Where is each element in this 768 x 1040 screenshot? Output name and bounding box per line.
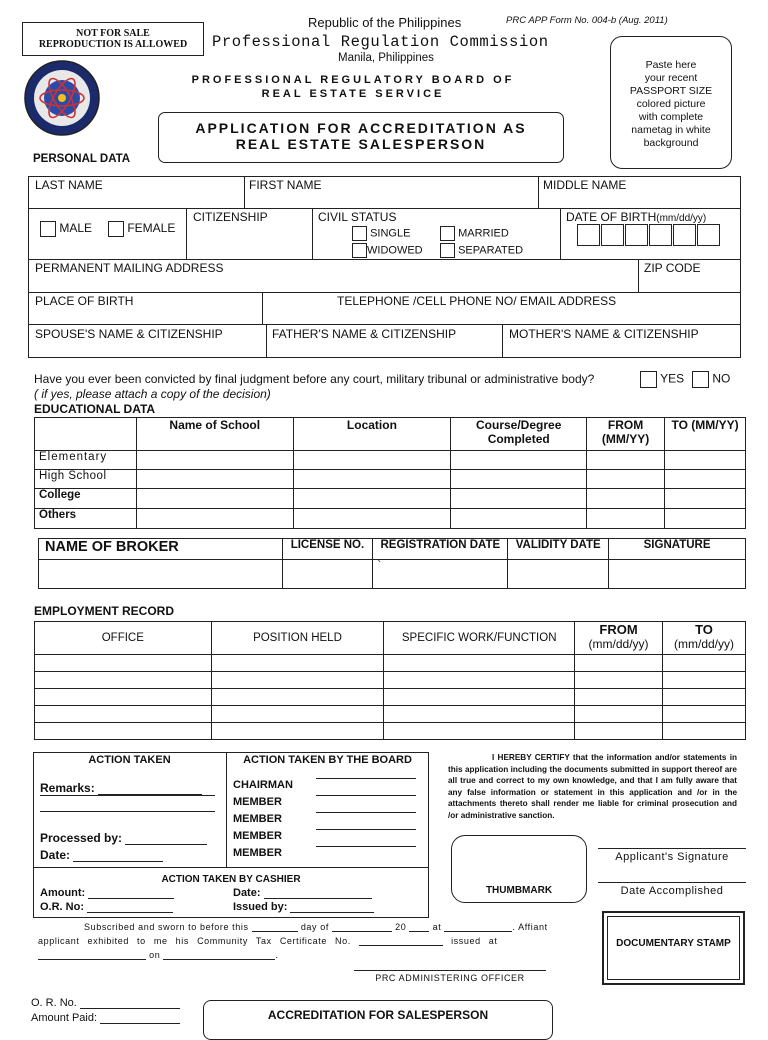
dob-box[interactable] [649, 224, 672, 246]
emp-cell[interactable] [663, 706, 746, 723]
male-option[interactable] [40, 221, 92, 237]
emp-cell[interactable] [384, 672, 575, 689]
chairman-label: CHAIRMAN [233, 779, 293, 791]
broker-registration-cell[interactable] [373, 560, 508, 589]
emp-cell[interactable] [663, 655, 746, 672]
action-date-field[interactable]: Date: [40, 848, 163, 862]
application-title-box [158, 112, 564, 163]
edu-cell[interactable] [587, 489, 665, 509]
edu-cell[interactable] [451, 470, 587, 489]
thumbmark-label: THUMBMARK [485, 885, 553, 896]
widowed-label: WIDOWED [367, 244, 423, 257]
middle-name-field[interactable]: MIDDLE NAME [543, 178, 627, 192]
emp-header-function: SPECIFIC WORK/FUNCTION [384, 622, 575, 655]
date-accomplished-line[interactable] [598, 882, 746, 883]
photo-note-line: nametag in white [631, 124, 711, 136]
edu-cell[interactable] [665, 509, 746, 529]
edu-cell[interactable] [293, 470, 451, 489]
no-checkbox[interactable] [692, 371, 709, 388]
yes-checkbox[interactable] [640, 371, 657, 388]
edu-header-course: Course/Degree Completed [451, 418, 587, 451]
broker-signature-header: SIGNATURE [609, 539, 746, 560]
edu-header-blank [35, 418, 137, 451]
broker-license-header: LICENSE NO. [282, 539, 373, 560]
photo-note-line: Paste here [645, 59, 697, 71]
broker-tick-mark: ` [377, 560, 382, 572]
educational-data-heading: EDUCATIONAL DATA [34, 402, 156, 416]
oath-line-3: on . [38, 950, 279, 960]
conviction-no-option[interactable] [692, 371, 730, 388]
emp-cell[interactable] [384, 655, 575, 672]
oath-line-1: Subscribed and sworn to before this day of 20 at . Affiant [84, 922, 548, 932]
emp-cell[interactable] [575, 655, 663, 672]
edu-header-to: TO (MM/YY) [665, 418, 746, 451]
date-accomplished-label: Date Accomplished [620, 885, 724, 897]
edu-cell[interactable] [293, 489, 451, 509]
title-line-2: REAL ESTATE SALESPERSON [235, 136, 487, 152]
female-checkbox[interactable] [108, 221, 124, 237]
education-table [34, 417, 746, 529]
member-label: MEMBER [233, 847, 282, 859]
remarks-line[interactable] [40, 795, 215, 796]
emp-cell[interactable] [35, 689, 212, 706]
edu-cell[interactable] [136, 489, 293, 509]
member-line[interactable] [316, 795, 416, 796]
cashier-date-field[interactable]: Date: [233, 887, 372, 899]
male-checkbox[interactable] [40, 221, 56, 237]
emp-cell[interactable] [35, 672, 212, 689]
edu-header-school: Name of School [136, 418, 293, 451]
dob-box[interactable] [697, 224, 720, 246]
footer-amount-field[interactable]: Amount Paid: [31, 1012, 180, 1024]
conviction-note: ( if yes, please attach a copy of the decision) [34, 387, 271, 401]
last-name-field[interactable]: LAST NAME [35, 178, 103, 192]
not-for-sale-box [22, 22, 204, 56]
action-taken-heading: ACTION TAKEN [88, 754, 171, 766]
emp-cell[interactable] [35, 655, 212, 672]
emp-cell[interactable] [35, 723, 212, 740]
mother-field[interactable]: MOTHER'S NAME & CITIZENSHIP [509, 327, 699, 341]
dob-box[interactable] [673, 224, 696, 246]
emp-cell[interactable] [384, 723, 575, 740]
edu-cell[interactable] [451, 509, 587, 529]
separated-label: SEPARATED [458, 244, 524, 257]
photo-note-line: PASSPORT SIZE [629, 85, 713, 97]
citizenship-field[interactable]: CITIZENSHIP [193, 210, 268, 224]
documentary-stamp-label: DOCUMENTARY STAMP [616, 938, 731, 949]
edu-cell[interactable] [136, 470, 293, 489]
edu-header-from: FROM (MM/YY) [587, 418, 665, 451]
officer-label: PRC ADMINISTERING OFFICER [375, 973, 525, 983]
reproduction-label: REPRODUCTION IS ALLOWED [38, 39, 188, 50]
place-of-birth-field[interactable]: PLACE OF BIRTH [35, 294, 134, 308]
photo-note-line: background [643, 137, 699, 149]
thumbmark-box[interactable] [451, 835, 587, 903]
footer-or-field[interactable]: O. R. No. [31, 997, 180, 1009]
broker-validity-cell[interactable] [508, 560, 609, 589]
zip-code-field[interactable]: ZIP CODE [644, 261, 701, 275]
dob-boxes[interactable] [577, 224, 720, 246]
dob-box[interactable] [625, 224, 648, 246]
remarks-line[interactable] [40, 811, 215, 812]
chairman-line[interactable] [316, 778, 416, 779]
edu-header-location: Location [293, 418, 451, 451]
applicant-signature-line[interactable] [598, 848, 746, 849]
mailing-address-field[interactable]: PERMANENT MAILING ADDRESS [35, 261, 224, 275]
prc-seal-logo [22, 58, 102, 138]
widowed-option[interactable] [352, 243, 423, 258]
title-line-1: APPLICATION FOR ACCREDITATION AS [195, 120, 527, 136]
emp-cell[interactable] [663, 723, 746, 740]
edu-cell[interactable] [293, 451, 451, 470]
oath-line-2: applicant exhibited to me his Community Tax Certificate No. issued at [38, 936, 498, 946]
member-line[interactable] [316, 812, 416, 813]
father-field[interactable]: FATHER'S NAME & CITIZENSHIP [272, 327, 457, 341]
not-for-sale-label: NOT FOR SALE [76, 28, 150, 39]
member-line[interactable] [316, 846, 416, 847]
edu-level-college: College [35, 489, 137, 509]
female-option[interactable] [108, 221, 175, 237]
emp-cell[interactable] [211, 706, 384, 723]
form-number: PRC APP Form No. 004-b (Aug. 2011) [506, 15, 668, 26]
broker-name-header: NAME OF BROKER [39, 539, 283, 560]
photo-note-line: colored picture [636, 98, 706, 110]
processed-by-field[interactable]: Processed by: [40, 831, 207, 845]
spouse-field[interactable]: SPOUSE'S NAME & CITIZENSHIP [35, 327, 223, 341]
member-label: MEMBER [233, 796, 282, 808]
civil-status-label: CIVIL STATUS [318, 210, 397, 224]
emp-cell[interactable] [211, 655, 384, 672]
emp-cell[interactable] [575, 706, 663, 723]
no-label: NO [712, 371, 731, 386]
applicant-signature-label: Applicant's Signature [615, 851, 729, 863]
male-label: MALE [59, 221, 93, 236]
separated-checkbox[interactable] [440, 243, 455, 258]
emp-cell[interactable] [211, 689, 384, 706]
member-line[interactable] [316, 829, 416, 830]
edu-cell[interactable] [587, 470, 665, 489]
amount-field[interactable]: Amount: [40, 887, 174, 899]
emp-cell[interactable] [35, 706, 212, 723]
employment-record-heading: EMPLOYMENT RECORD [34, 604, 175, 618]
certification-text: I HEREBY CERTIFY that the information and/or statements in this application including the documents submitted in support thereof are all true and correct to my own knowledge, and that I am fully aware that any false information or statement in this application and /or in the attachments thereto shall render me liable for criminal prosecution and /or administrative sanction. [448, 753, 737, 820]
city-label: Manila, Philippines [338, 52, 434, 64]
married-checkbox[interactable] [440, 226, 455, 241]
dob-box[interactable] [577, 224, 600, 246]
conviction-yes-option[interactable] [640, 371, 684, 388]
edu-cell[interactable] [665, 489, 746, 509]
emp-header-office: OFFICE [35, 622, 212, 655]
emp-cell[interactable] [211, 672, 384, 689]
broker-validity-header: VALIDITY DATE [508, 539, 609, 560]
employment-table [34, 621, 746, 740]
first-name-field[interactable]: FIRST NAME [249, 178, 322, 192]
edu-level-others: Others [35, 509, 137, 529]
documentary-stamp-box[interactable] [602, 911, 745, 985]
edu-cell[interactable] [587, 509, 665, 529]
board-action-heading: ACTION TAKEN BY THE BOARD [243, 754, 412, 766]
single-option[interactable] [352, 226, 410, 241]
emp-cell[interactable] [384, 689, 575, 706]
broker-license-cell[interactable] [282, 560, 373, 589]
board-line-2: REAL ESTATE SERVICE [261, 88, 445, 100]
edu-cell[interactable] [136, 509, 293, 529]
republic-label: Republic of the Philippines [308, 15, 462, 30]
emp-cell[interactable] [575, 689, 663, 706]
issued-by-field[interactable]: Issued by: [233, 901, 374, 913]
conviction-question: Have you ever been convicted by final judgment before any court, military tribunal or administrative body? [34, 372, 595, 386]
married-label: MARRIED [458, 227, 509, 240]
photo-note-line: with complete [638, 111, 704, 123]
edu-cell[interactable] [451, 489, 587, 509]
commission-name: Professional Regulation Commission [212, 33, 549, 51]
yes-label: YES [660, 371, 685, 386]
edu-level-elementary: Elementary [35, 451, 137, 470]
emp-cell[interactable] [211, 723, 384, 740]
broker-table [38, 538, 746, 589]
emp-header-from: FROM (mm/dd/yy) [575, 622, 663, 655]
photo-paste-box[interactable] [610, 36, 732, 169]
broker-signature-cell[interactable] [609, 560, 746, 589]
member-label: MEMBER [233, 830, 282, 842]
edu-cell[interactable] [451, 451, 587, 470]
board-line-1: PROFESSIONAL REGULATORY BOARD OF [191, 74, 515, 86]
cashier-action-heading: ACTION TAKEN BY CASHIER [161, 874, 301, 885]
dob-box[interactable] [601, 224, 624, 246]
officer-signature-line[interactable] [354, 970, 546, 971]
emp-cell[interactable] [384, 706, 575, 723]
member-label: MEMBER [233, 813, 282, 825]
emp-cell[interactable] [575, 723, 663, 740]
broker-registration-header: REGISTRATION DATE [373, 539, 508, 560]
emp-cell[interactable] [663, 689, 746, 706]
separated-option[interactable] [440, 243, 523, 258]
accreditation-footer-label: ACCREDITATION FOR SALESPERSON [267, 1008, 489, 1022]
edu-cell[interactable] [136, 451, 293, 470]
dob-label: DATE OF BIRTH(mm/dd/yy) [566, 210, 707, 224]
edu-cell[interactable] [665, 470, 746, 489]
remarks-field[interactable]: Remarks: [40, 781, 202, 795]
female-label: FEMALE [127, 221, 176, 236]
edu-cell[interactable] [587, 451, 665, 470]
emp-header-position: POSITION HELD [211, 622, 384, 655]
single-checkbox[interactable] [352, 226, 367, 241]
single-label: SINGLE [370, 227, 411, 240]
emp-header-to: TO (mm/dd/yy) [663, 622, 746, 655]
married-option[interactable] [440, 226, 509, 241]
edu-cell[interactable] [293, 509, 451, 529]
cashier-or-field[interactable]: O.R. No: [40, 901, 173, 913]
edu-cell[interactable] [665, 451, 746, 470]
emp-cell[interactable] [663, 672, 746, 689]
personal-data-heading: PERSONAL DATA [33, 153, 131, 165]
edu-level-highschool: High School [35, 470, 137, 489]
broker-name-cell[interactable] [39, 560, 283, 589]
widowed-checkbox[interactable] [352, 243, 367, 258]
emp-cell[interactable] [575, 672, 663, 689]
accreditation-footer-box [203, 1000, 553, 1040]
contact-field[interactable]: TELEPHONE /CELL PHONE NO/ EMAIL ADDRESS [337, 294, 617, 308]
photo-note-line: your recent [644, 72, 698, 84]
